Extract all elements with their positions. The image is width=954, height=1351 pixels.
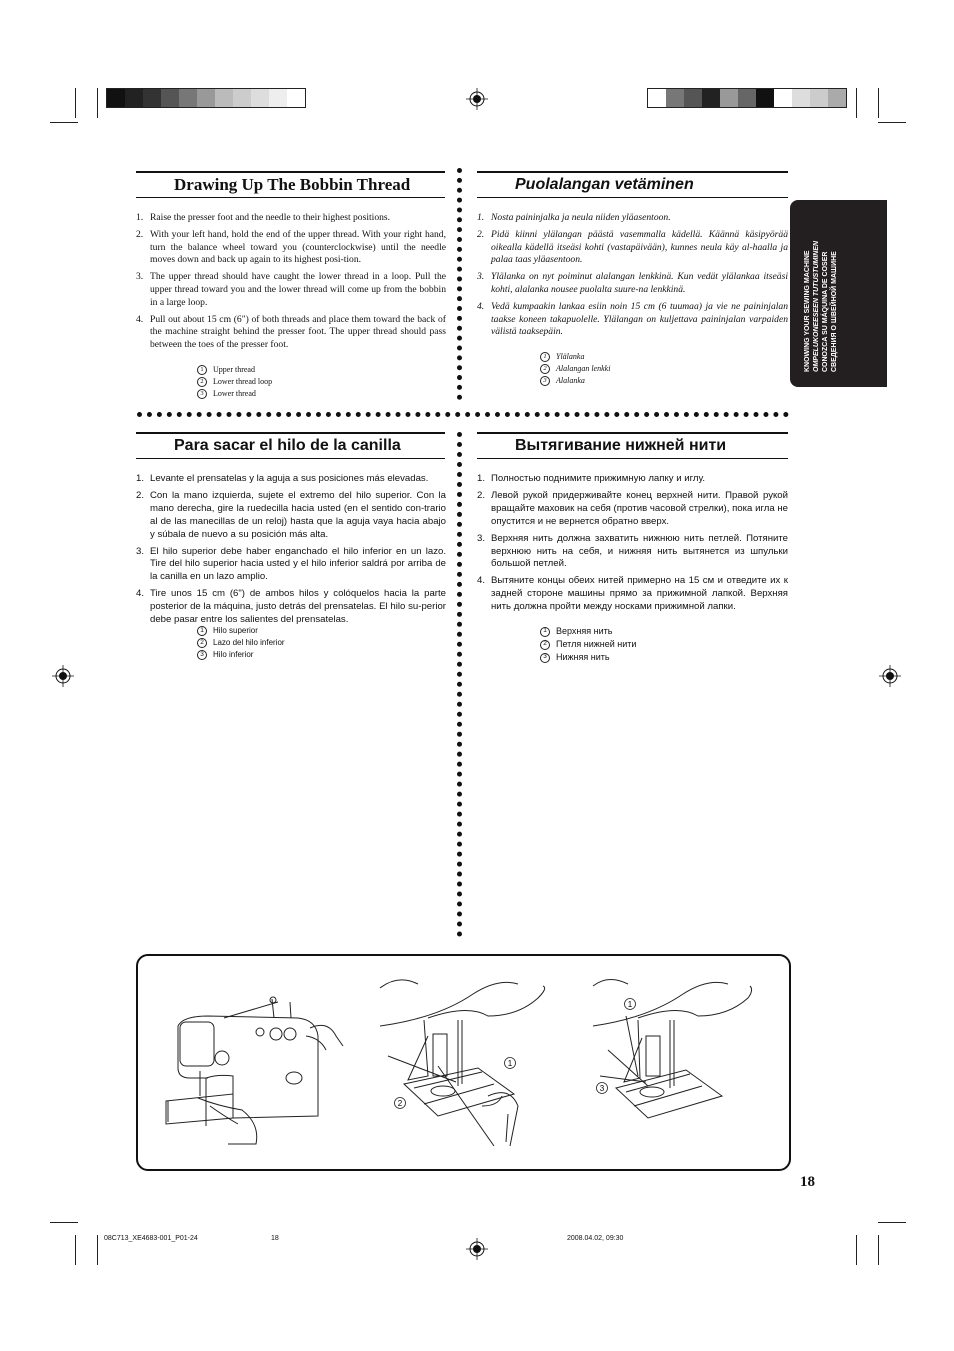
legend-item: 2 Петля нижней нити [540,638,636,651]
svg-text:2: 2 [397,1099,403,1108]
legend-item: 2 Lazo del hilo inferior [197,637,285,649]
legend-item: 1 Upper thread [197,364,272,376]
crop-mark [878,88,879,118]
steps-finnish [477,212,788,343]
side-tab-text: KNOWING YOUR SEWING MACHINE OMPELUKONEESEEN TUTUSTUMINEN CONOZCA SU MÁQUINA DE COSER СВЕДЕНИЯ О ШВЕЙНОЙ МАШИНЕ [804,240,838,372]
page-number: 18 [800,1174,815,1190]
sewing-machine-illustrations [138,956,789,1169]
callout-2-fig2 [395,1098,406,1109]
list-item: 3. Ylälanka on nyt poiminut alalangan lenkkinä. Kun vedät ylälankaa itseäsi kohti, alalanka nousee puolalta suure-na lenkkinä. [477,271,788,295]
list-item: 4. Вытяните концы обеих нитей примерно на 15 см и отведите их к задней стороне машины прямо за прижимной лапкой. Верхняя нить должна пройти между носками прижимной лапки. [477,575,788,613]
color-strip-right [647,88,847,108]
section-heading-russian: Вытягивание нижней нити [477,432,788,459]
legend-russian [540,625,636,664]
horizontal-divider [137,412,789,417]
crop-mark [75,88,76,118]
color-strip-left [106,88,306,108]
registration-mark-icon [466,1238,488,1260]
list-item: 4. Tire unos 15 cm (6") de ambos hilos y colóquelos hacia la parte posterior de la máquina, justo detrás del prensatelas. El hilo su-perior debe pasar entre los salientes del prensatelas. [136,588,446,626]
crop-mark [97,88,98,118]
crop-mark [856,88,857,118]
vertical-divider [457,432,468,937]
section-heading-finnish: Puolalangan vetäminen [477,171,788,198]
list-item: 1. Raise the presser foot and the needle to their highest positions. [136,212,391,223]
legend-item: 3 Нижняя нить [540,651,636,664]
section-heading-english: Drawing Up The Bobbin Thread [136,171,445,198]
crop-mark [50,1222,78,1223]
list-item: 3. The upper thread should have caught the lower thread in a loop. Pull the upper thread toward you and the lower thread will come up from the bobbin in a large loop. [136,271,446,308]
list-item: 2. Левой рукой придерживайте конец верхней нити. Правой рукой вращайте маховик на себя (против часовой стрелки), пока игла не опустится и не вернется обратно вверх. [477,489,788,527]
steps-spanish [136,473,446,631]
callout-1-fig3 [625,999,636,1010]
presser-foot-icon [380,980,545,1146]
list-item: 3. Верхняя нить должна захватить нижнюю нить петлей. Потяните верхнюю нить на себя, и нижняя нить вытянется из шпульки большой петлей. [477,532,788,570]
footer-date: 2008.04.02, 09:30 [567,1235,624,1242]
callout-1-fig2 [505,1058,516,1069]
legend-item: 2 Lower thread loop [197,376,272,388]
legend-item: 2 Alalangan lenkki [540,363,610,375]
list-item: 1. Nosta paininjalka ja neula niiden yläasentoon. [477,212,671,223]
registration-mark-icon [52,665,74,687]
list-item: 4. Vedä kumpaakin lankaa esiin noin 15 cm (6 tuumaa) ja vie ne paininjalan taakse koneen takapuolelle. Ylälangan on kuljettava paininjalan varpaiden välistä taaksepäin. [477,300,788,338]
legend-item: 3 Lower thread [197,388,272,400]
legend-item: 1 Hilo superior [197,625,285,637]
legend-finnish [540,351,610,387]
crop-mark [878,122,906,123]
legend-item: 3 Hilo inferior [197,649,285,661]
list-item: 2. Pidä kiinni ylälangan päästä vasemmalla kädellä. Käännä käsipyörää oikealla kädellä itseäsi kohti (vastapäivään), kunnes neula käy al-haalla ja palaa taas yläasentoon. [477,228,788,266]
legend-spanish [197,625,285,661]
registration-mark-icon [466,88,488,110]
crop-mark [50,122,78,123]
footer-page: 18 [271,1235,279,1242]
list-item: 2. With your left hand, hold the end of the upper thread. With your right hand, turn the balance wheel toward you (counterclockwise) until the needle moves down and back up again to its highest posi-tion. [136,228,446,266]
steps-russian [477,473,788,618]
list-item: 4. Pull out about 15 cm (6") of both threads and place them toward the back of the machine straight behind the presser foot. The upper thread should pass between the toes of the presser foot. [136,313,446,351]
legend-item: 3 Alalanka [540,375,610,387]
registration-mark-icon [879,665,901,687]
crop-mark [856,1235,857,1265]
legend-item: 1 Ylälanka [540,351,610,363]
crop-mark [878,1222,906,1223]
steps-english [136,212,446,356]
illustration-panel [136,954,791,1171]
section-heading-spanish: Para sacar el hilo de la canilla [136,432,445,459]
presser-foot-threads-icon [593,979,752,1118]
legend-english [197,364,272,400]
svg-text:1: 1 [627,1000,633,1009]
list-item: 3. El hilo superior debe haber enganchado el hilo inferior en un lazo. Tire del hilo superior hacia usted y el hilo inferior saldrá por arriba de la canilla en un lazo amplio. [136,545,446,583]
list-item: 2. Con la mano izquierda, sujete el extremo del hilo superior. Con la mano derecha, gire la ruedecilla hacia usted (en el sentido con-trario al de las manecillas de un reloj) hasta que la aguja vaya hacia abajo y súbala de nuevo a su posición más alta. [136,489,446,540]
crop-mark [75,1235,76,1265]
callout-3-fig3 [597,1083,608,1094]
crop-mark [97,1235,98,1265]
vertical-divider [457,168,468,400]
legend-item: 1 Верхняя нить [540,625,636,638]
footer-file: 08C713_XE4683-001_P01-24 [104,1235,198,1242]
svg-text:3: 3 [599,1084,605,1093]
list-item: 1. Levante el prensatelas y la aguja a sus posiciones más elevadas. [136,473,429,484]
svg-text:1: 1 [507,1059,513,1068]
sewing-machine-icon [166,997,343,1144]
crop-mark [878,1235,879,1265]
list-item: 1. Полностью поднимите прижимную лапку и иглу. [477,473,706,484]
